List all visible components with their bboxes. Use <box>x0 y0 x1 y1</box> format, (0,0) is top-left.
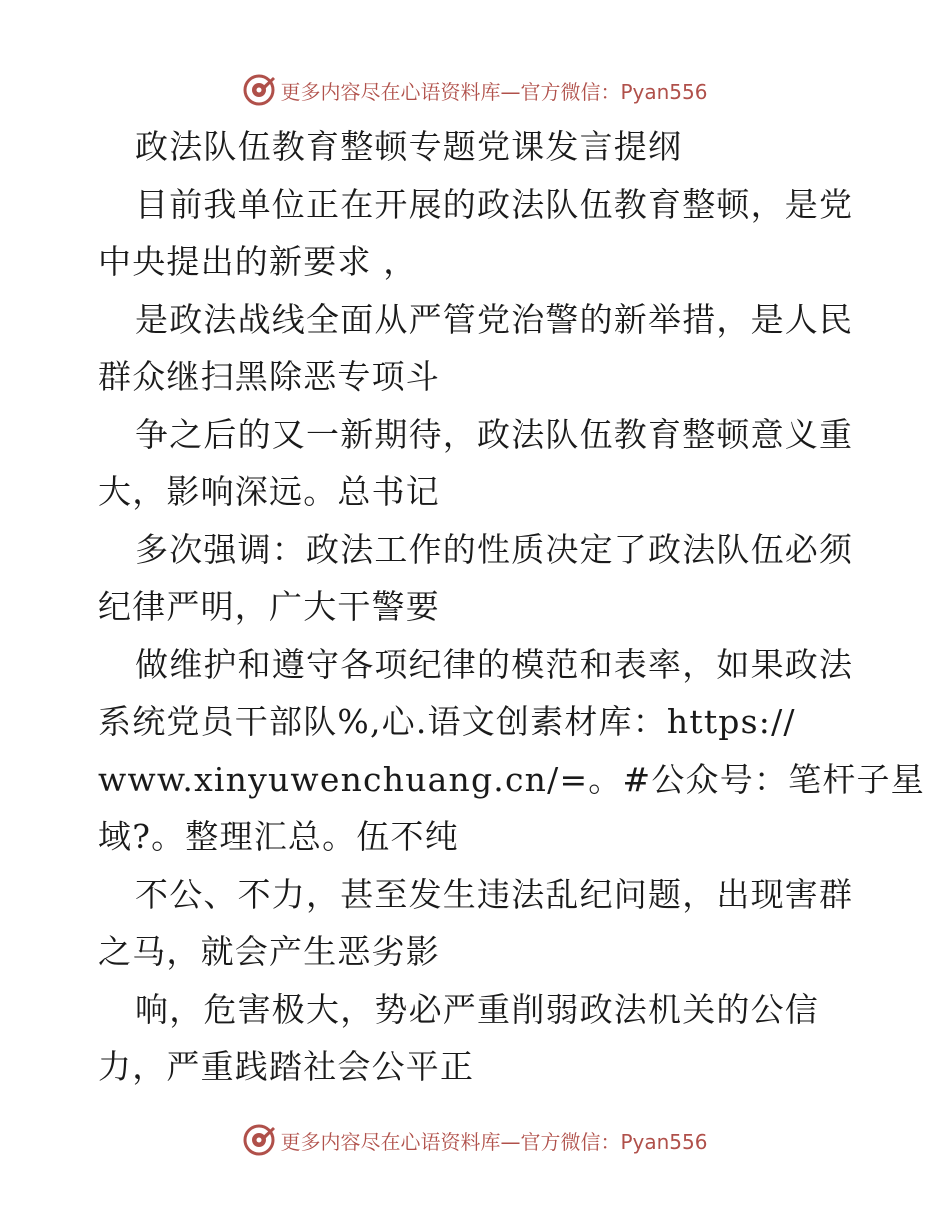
text-line: 目前我单位正在开展的政法队伍教育整顿，是党 <box>135 184 854 224</box>
document-body <box>98 118 925 1096</box>
text-line: 群众继扫黑除恶专项斗 <box>98 357 440 396</box>
document-title: 政法队伍教育整顿专题党课发言提纲 <box>135 127 683 166</box>
text-line: 响，危害极大，势必严重削弱政法机关的公信 <box>135 989 819 1029</box>
text-line: 多次强调：政法工作的性质决定了政法队伍必须 <box>135 529 854 569</box>
text-line: 不公、不力，甚至发生违法乱纪问题，出现害群 <box>135 874 854 914</box>
text-line: 争之后的又一新期待，政法队伍教育整顿意义重 <box>135 414 854 454</box>
pen-logo-icon <box>242 73 276 107</box>
text-line: 域?。整理汇总。伍不纯 <box>98 817 459 856</box>
text-line: 大，影响深远。总书记 <box>98 472 440 511</box>
header-watermark-banner <box>0 70 950 110</box>
text-line: 做维护和遵守各项纪律的模范和表率，如果政法 <box>135 644 854 684</box>
text-line: 之马，就会产生恶劣影 <box>98 932 440 971</box>
footer-watermark-banner <box>0 1120 950 1160</box>
text-line: 是政法战线全面从严管党治警的新举措，是人民 <box>135 299 854 339</box>
text-line: 力，严重践踏社会公平正 <box>98 1047 475 1086</box>
banner-text: 更多内容尽在心语资料库—官方微信：Pyan556 <box>280 79 708 104</box>
text-line: 纪律严明，广大干警要 <box>98 587 440 626</box>
text-line: www.xinyuwenchuang.cn/=。#公众号：笔杆子星 <box>98 759 925 799</box>
text-line: 中央提出的新要求 ， <box>98 242 418 281</box>
text-line: 系统党员干部队%,心.语文创素材库：https:// <box>98 702 796 741</box>
pen-logo-icon <box>242 1123 276 1157</box>
banner-text: 更多内容尽在心语资料库—官方微信：Pyan556 <box>280 1129 708 1154</box>
